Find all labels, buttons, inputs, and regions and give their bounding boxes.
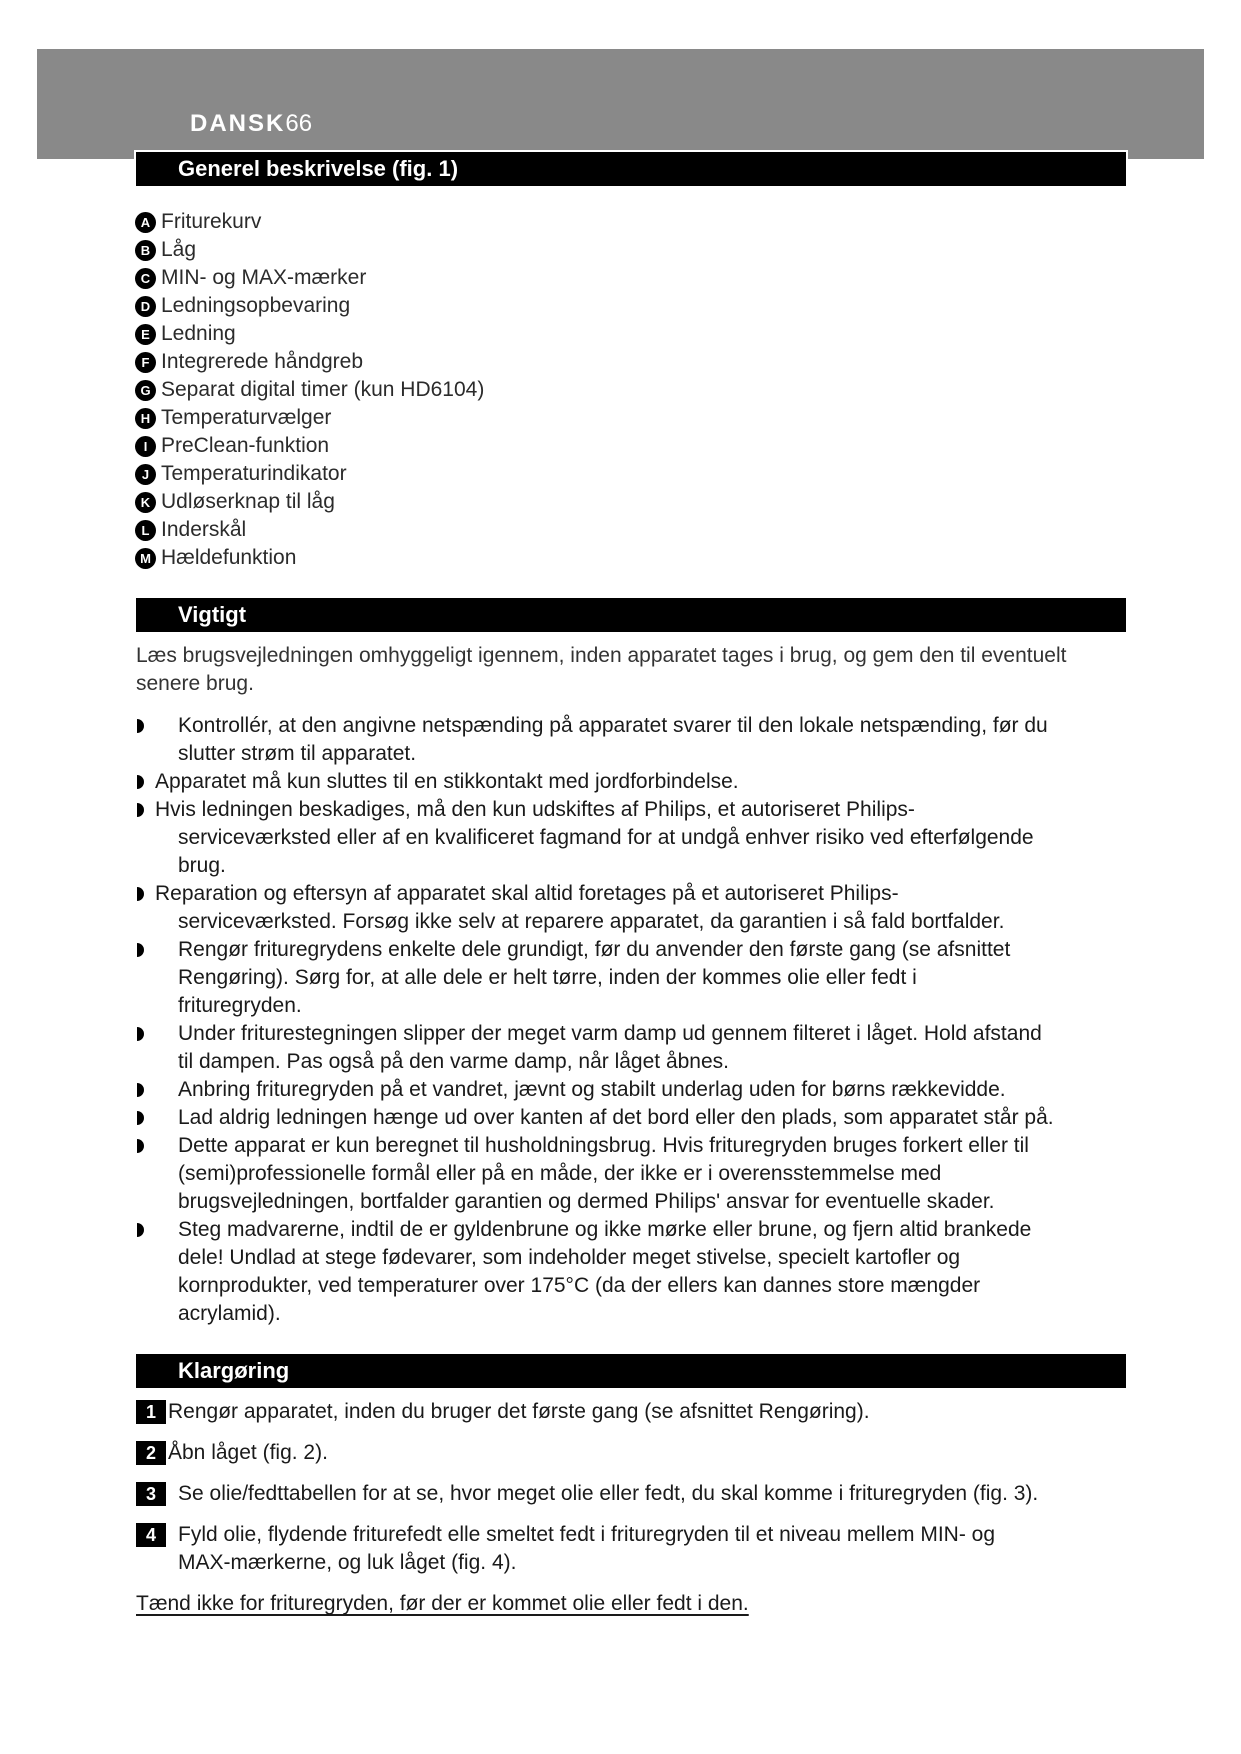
page-header xyxy=(190,109,312,139)
part-item xyxy=(135,488,484,516)
item-line: dele! Undlad at stege fødevarer, som indeholder meget stivelse, specielt kartofler og xyxy=(178,1246,961,1269)
part-label: Separat digital timer (kun HD6104) xyxy=(161,378,485,401)
part-item xyxy=(135,264,484,292)
list-item xyxy=(136,936,1136,1020)
step-number: 2 xyxy=(136,1441,166,1465)
part-label: Inderskål xyxy=(161,518,247,541)
bullet-icon xyxy=(137,943,144,957)
circled-letter-icon: A xyxy=(135,212,156,233)
section-bar-important xyxy=(136,598,1126,632)
step-number: 3 xyxy=(136,1482,166,1506)
list-item xyxy=(136,1076,1136,1104)
safety-bullet-list xyxy=(136,712,1136,1328)
part-item xyxy=(135,292,484,320)
list-item xyxy=(136,712,1136,768)
item-line: Reparation og eftersyn af apparatet skal altid foretages på et autoriseret Philips- xyxy=(155,882,899,905)
part-label: Temperaturvælger xyxy=(161,406,332,429)
part-label: Ledning xyxy=(161,322,236,345)
circled-letter-icon: D xyxy=(135,296,156,317)
step-item xyxy=(136,1439,1136,1467)
circled-letter-icon: C xyxy=(135,268,156,289)
item-line: brugsvejledningen, bortfalder garantien og dermed Philips' ansvar for eventuelle skader. xyxy=(178,1190,995,1213)
item-line: Hvis ledningen beskadiges, må den kun udskiftes af Philips, et autoriseret Philips- xyxy=(155,798,915,821)
page-number: 66 xyxy=(285,110,313,137)
circled-letter-icon: M xyxy=(135,548,156,569)
item-line: til dampen. Pas også på den varme damp, når låget åbnes. xyxy=(178,1050,730,1073)
bullet-icon xyxy=(137,1083,144,1097)
circled-letter-icon: K xyxy=(135,492,156,513)
item-line: Under friturestegningen slipper der meget varm damp ud gennem filteret i låget. Hold afstand xyxy=(178,1022,1042,1045)
step-line: Se olie/fedttabellen for at se, hvor meget olie eller fedt, du skal komme i frituregryden (fig. 3). xyxy=(178,1482,1039,1505)
part-item xyxy=(135,404,484,432)
bullet-icon xyxy=(137,719,144,733)
item-line: Rengøring). Sørg for, at alle dele er helt tørre, inden der kommes olie eller fedt i xyxy=(178,966,917,989)
circled-letter-icon: F xyxy=(135,352,156,373)
step-number: 4 xyxy=(136,1523,166,1547)
item-line: kornprodukter, ved temperaturer over 175°C (da der ellers kan dannes store mængder xyxy=(178,1274,981,1297)
bullet-icon xyxy=(137,775,144,789)
preparation-section xyxy=(136,1398,1136,1618)
item-line: serviceværksted eller af en kvalificeret fagmand for at undgå enhver risiko ved efterfølgende xyxy=(178,826,1034,849)
bullet-icon xyxy=(137,803,144,817)
section-title: Vigtigt xyxy=(178,602,247,627)
step-item xyxy=(136,1398,1136,1426)
header-band xyxy=(37,49,1204,159)
bullet-icon xyxy=(137,1027,144,1041)
item-line: brug. xyxy=(178,854,226,877)
item-line: Steg madvarerne, indtil de er gyldenbrune og ikke mørke eller brune, og fjern altid brankede xyxy=(178,1218,1032,1241)
circled-letter-icon: L xyxy=(135,520,156,541)
list-item xyxy=(136,1132,1136,1216)
part-item xyxy=(135,236,484,264)
part-label: Hældefunktion xyxy=(161,546,297,569)
step-number: 1 xyxy=(136,1400,166,1424)
list-item xyxy=(136,768,1136,796)
circled-letter-icon: H xyxy=(135,408,156,429)
item-line: acrylamid). xyxy=(178,1302,281,1325)
step-line: Åbn låget (fig. 2). xyxy=(168,1441,328,1464)
bullet-icon xyxy=(137,1139,144,1153)
intro-paragraph xyxy=(136,642,1136,698)
step-item xyxy=(136,1480,1136,1508)
part-label: Låg xyxy=(161,238,197,261)
part-item xyxy=(135,460,484,488)
section-title: Generel beskrivelse (fig. 1) xyxy=(178,156,459,181)
item-line: Kontrollér, at den angivne netspænding på apparatet svarer til den lokale netspænding, før du xyxy=(178,714,1048,737)
item-line: serviceværksted. Forsøg ikke selv at reparere apparatet, da garantien i så fald bortfalder. xyxy=(178,910,1005,933)
section-bar-preparation xyxy=(136,1354,1126,1388)
part-label: PreClean-funktion xyxy=(161,434,330,457)
item-line: slutter strøm til apparatet. xyxy=(178,742,417,765)
item-line: Lad aldrig ledningen hænge ud over kanten af det bord eller den plads, som apparatet står på. xyxy=(178,1106,1054,1129)
part-label: Integrerede håndgreb xyxy=(161,350,363,373)
circled-letter-icon: I xyxy=(135,436,156,457)
step-line: Fyld olie, flydende friturefedt elle smeltet fedt i frituregryden til et niveau mellem MIN- og xyxy=(178,1523,996,1546)
circled-letter-icon: E xyxy=(135,324,156,345)
part-label: Ledningsopbevaring xyxy=(161,294,351,317)
part-item xyxy=(135,516,484,544)
list-item xyxy=(136,1104,1136,1132)
step-item xyxy=(136,1521,1136,1577)
item-line: frituregryden. xyxy=(178,994,302,1017)
important-section xyxy=(136,642,1136,1328)
paragraph-line: Læs brugsvejledningen omhyggeligt igennem, inden apparatet tages i brug, og gem den til eventuelt xyxy=(136,644,1067,667)
part-item xyxy=(135,320,484,348)
part-item xyxy=(135,348,484,376)
section-bar-general-description xyxy=(136,152,1126,186)
item-line: Dette apparat er kun beregnet til husholdningsbrug. Hvis frituregryden bruges forkert eller til xyxy=(178,1134,1029,1157)
part-item xyxy=(135,544,484,572)
item-line: (semi)professionelle formål eller på en måde, der ikke er i overensstemmelse med xyxy=(178,1162,942,1185)
circled-letter-icon: J xyxy=(135,464,156,485)
list-item xyxy=(136,880,1136,936)
bullet-icon xyxy=(137,1111,144,1125)
part-label: MIN- og MAX-mærker xyxy=(161,266,367,289)
list-item xyxy=(136,796,1136,880)
warning-note: Tænd ikke for frituregryden, før der er kommet olie eller fedt i den. xyxy=(136,1592,749,1615)
item-line: Anbring frituregryden på et vandret, jævnt og stabilt underlag uden for børns rækkevidde. xyxy=(178,1078,1006,1101)
item-line: Apparatet må kun sluttes til en stikkontakt med jordforbindelse. xyxy=(155,770,739,793)
step-line: MAX-mærkerne, og luk låget (fig. 4). xyxy=(178,1551,517,1574)
list-item xyxy=(136,1020,1136,1076)
bullet-icon xyxy=(137,887,144,901)
circled-letter-icon: B xyxy=(135,240,156,261)
circled-letter-icon: G xyxy=(135,380,156,401)
step-line: Rengør apparatet, inden du bruger det første gang (se afsnittet Rengøring). xyxy=(168,1400,870,1423)
part-item xyxy=(135,376,484,404)
section-title: Klargøring xyxy=(178,1358,290,1383)
language-label: DANSK xyxy=(190,110,286,137)
part-label: Friturekurv xyxy=(161,210,262,233)
list-item xyxy=(136,1216,1136,1328)
part-label: Temperaturindikator xyxy=(161,462,347,485)
bullet-icon xyxy=(137,1223,144,1237)
part-item xyxy=(135,208,484,236)
part-label: Udløserknap til låg xyxy=(161,490,335,513)
item-line: Rengør frituregrydens enkelte dele grundigt, før du anvender den første gang (se afsnittet xyxy=(178,938,1011,961)
part-item xyxy=(135,432,484,460)
paragraph-line: senere brug. xyxy=(136,672,254,695)
parts-list xyxy=(135,208,484,572)
